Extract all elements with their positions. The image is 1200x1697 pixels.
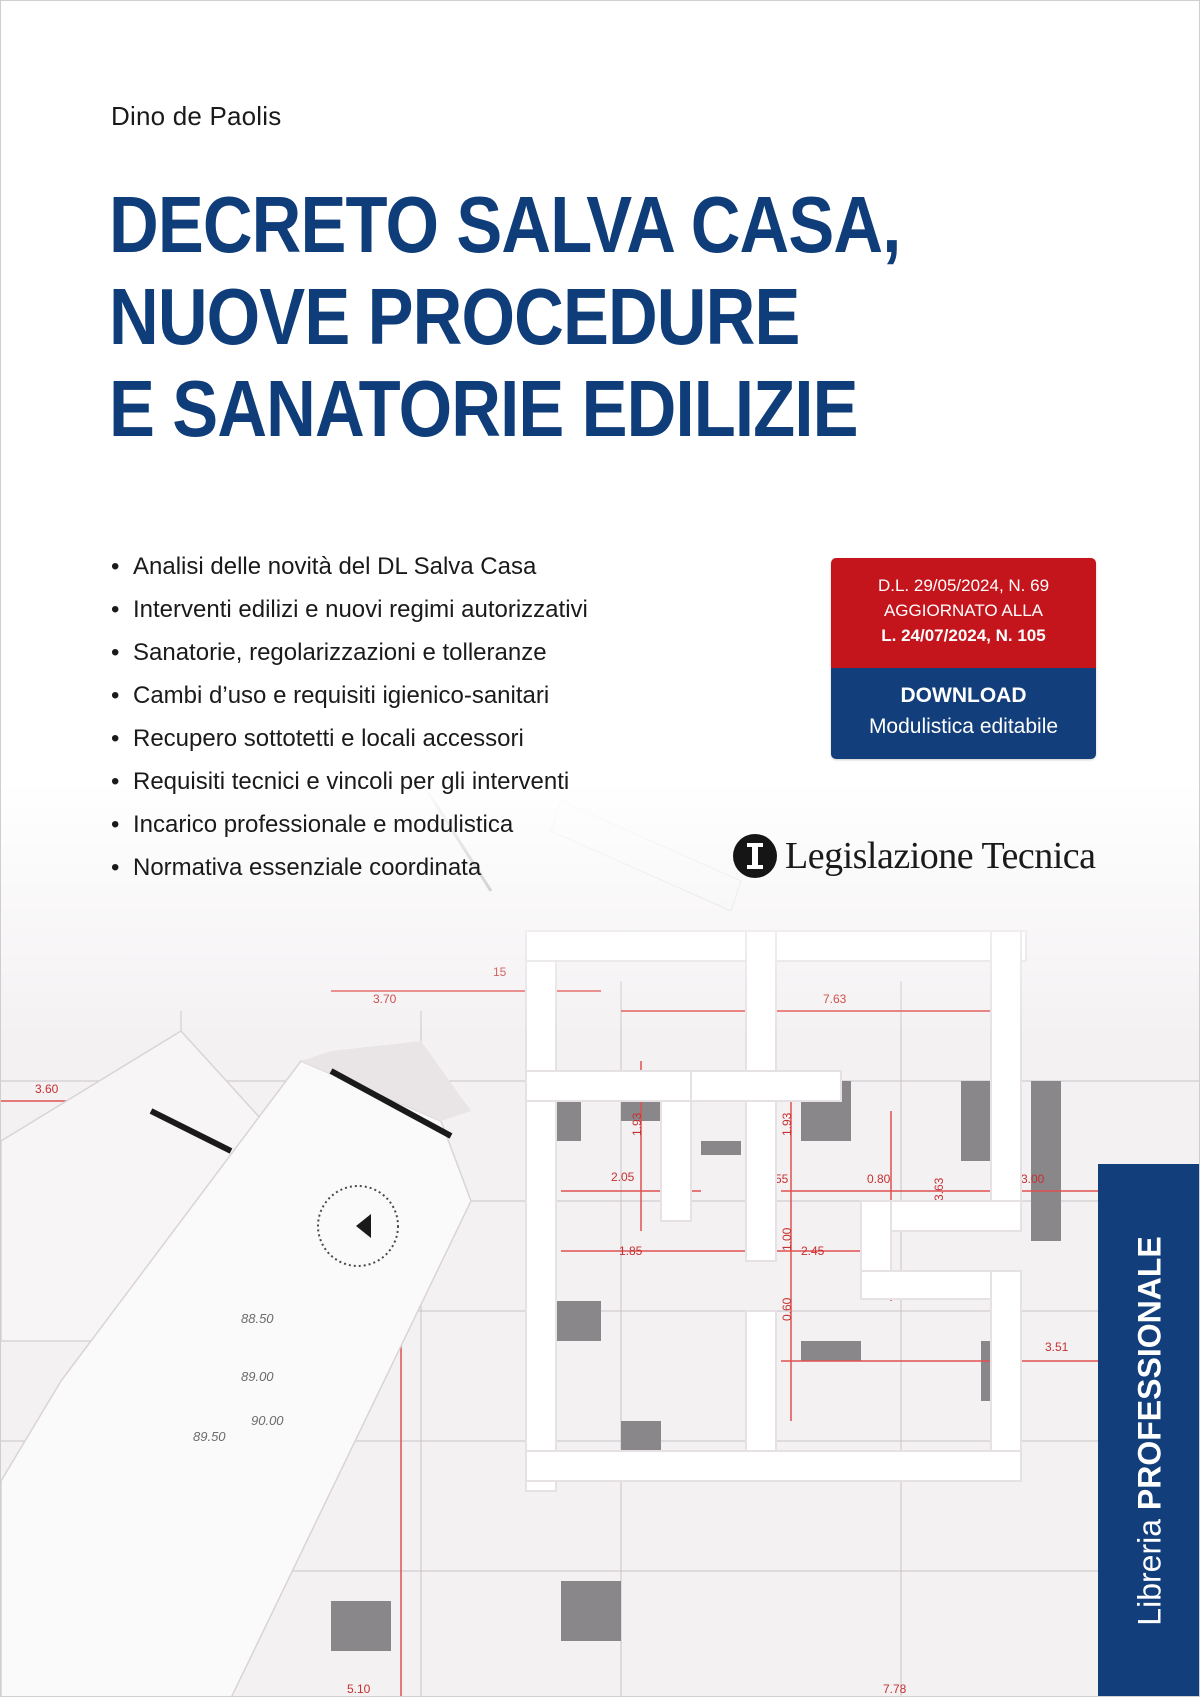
publisher-letter-icon — [733, 834, 777, 878]
list-item — [111, 760, 588, 803]
list-item — [111, 846, 588, 889]
bullet-icon: • — [111, 553, 120, 580]
list-item-text: Analisi delle novità del DL Salva Casa — [133, 553, 537, 580]
bullet-icon: • — [111, 854, 120, 881]
series-name: PROFESSIONALE — [1131, 1236, 1167, 1511]
publisher-name: Legislazione Tecnica — [785, 835, 1096, 877]
list-item-text: Sanatorie, regolarizzazioni e tolleranze — [133, 639, 547, 666]
list-item-text: Normativa essenziale coordinata — [133, 854, 482, 881]
list-item — [111, 717, 588, 760]
decree-reference: D.L. 29/05/2024, N. 69 — [877, 576, 1050, 595]
list-item — [111, 674, 588, 717]
author-name: Dino de Paolis — [111, 101, 282, 131]
update-label: AGGIORNATO ALLA — [883, 601, 1044, 620]
series-band — [1098, 1164, 1200, 1697]
bullet-icon: • — [111, 639, 120, 666]
list-item — [111, 631, 588, 674]
list-item — [111, 588, 588, 631]
list-item-text: Recupero sottotetti e locali accessori — [133, 725, 524, 752]
list-item-text: Incarico professionale e modulistica — [133, 811, 514, 838]
bullet-icon: • — [111, 682, 120, 709]
bullet-icon: • — [111, 725, 120, 752]
bullet-icon: • — [111, 768, 120, 795]
title-line: E SANATORIE EDILIZIE — [109, 364, 858, 453]
update-badge — [831, 558, 1096, 759]
publisher-logo — [733, 833, 1096, 879]
series-label — [1131, 1236, 1168, 1625]
title-line: NUOVE PROCEDURE — [109, 272, 800, 361]
bullet-icon: • — [111, 811, 120, 838]
list-item-text: Requisiti tecnici e vincoli per gli interventi — [133, 768, 570, 795]
law-reference: L. 24/07/2024, N. 105 — [881, 626, 1046, 645]
download-label: DOWNLOAD — [900, 684, 1027, 707]
publisher-mark-icon — [733, 834, 777, 878]
floor-plan-illustration — [1, 781, 1200, 1697]
download-description: Modulistica editabile — [868, 715, 1059, 738]
update-info — [831, 558, 1096, 668]
list-item-text: Cambi d’uso e requisiti igienico-sanitari — [133, 682, 550, 709]
list-item-text: Interventi edilizi e nuovi regimi autorizzativi — [133, 596, 588, 623]
bullet-icon: • — [111, 596, 120, 623]
list-item — [111, 803, 588, 846]
series-prefix: Libreria — [1131, 1518, 1167, 1626]
download-info — [831, 668, 1096, 759]
topics-list — [111, 545, 588, 889]
list-item — [111, 545, 588, 588]
title-line: DECRETO SALVA CASA, — [109, 180, 901, 269]
book-title — [109, 179, 969, 455]
